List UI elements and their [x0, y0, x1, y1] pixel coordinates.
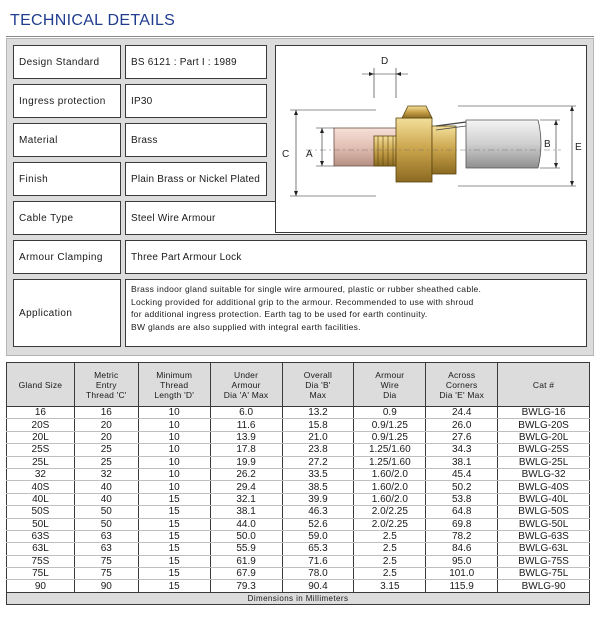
- table-cell: 10: [138, 419, 210, 431]
- dimensions-table: [6, 362, 590, 605]
- table-cell: 63L: [7, 543, 75, 555]
- gland-drawing: [275, 45, 587, 233]
- table-cell: 10: [138, 481, 210, 493]
- table-cell: 64.8: [426, 506, 498, 518]
- table-cell: 17.8: [210, 444, 282, 456]
- header-cat-number: [498, 363, 590, 407]
- table-cell: BWLG-75S: [498, 555, 590, 567]
- detail-label: Armour Clamping: [13, 240, 121, 274]
- table-cell: 32.1: [210, 493, 282, 505]
- header-line: Dia 'A' Max: [223, 389, 269, 400]
- table-cell: 61.9: [210, 555, 282, 567]
- table-body: [7, 407, 590, 593]
- header-line: Thread: [160, 379, 189, 390]
- table-cell: 75S: [7, 555, 75, 567]
- detail-value: Brass: [125, 123, 267, 157]
- table-cell: 6.0: [210, 407, 282, 419]
- header-line: Armour: [231, 379, 261, 390]
- header-metric-entry-thread: [74, 363, 138, 407]
- table-cell: BWLG-20S: [498, 419, 590, 431]
- table-cell: 27.6: [426, 431, 498, 443]
- table-cell: 15: [138, 530, 210, 542]
- table-cell: 55.9: [210, 543, 282, 555]
- table-cell: 10: [138, 431, 210, 443]
- detail-value: BS 6121 : Part I : 1989: [125, 45, 267, 79]
- header-line: Entry: [95, 379, 117, 390]
- table-cell: 50S: [7, 506, 75, 518]
- table-cell: BWLG-50S: [498, 506, 590, 518]
- table-cell: 46.3: [282, 506, 354, 518]
- header-line: Wire: [380, 379, 399, 390]
- table-cell: 25L: [7, 456, 75, 468]
- table-cell: 32: [74, 468, 138, 480]
- table-cell: 44.0: [210, 518, 282, 530]
- table-row: [7, 493, 590, 505]
- table-cell: 52.6: [282, 518, 354, 530]
- header-overall-dia: [282, 363, 354, 407]
- table-cell: 75L: [7, 568, 75, 580]
- table-cell: 53.8: [426, 493, 498, 505]
- table-cell: 10: [138, 468, 210, 480]
- table-cell: 2.5: [354, 543, 426, 555]
- header-line: Dia: [383, 389, 397, 400]
- title-divider: [6, 36, 594, 37]
- table-row: [7, 431, 590, 443]
- table-cell: BWLG-40L: [498, 493, 590, 505]
- table-cell: 0.9/1.25: [354, 419, 426, 431]
- application-line: for additional ingress protection. Earth tag to be used for earth continuity.: [131, 309, 428, 319]
- detail-label: Finish: [13, 162, 121, 196]
- table-cell: 10: [138, 444, 210, 456]
- table-cell: 26.2: [210, 468, 282, 480]
- table-cell: 15.8: [282, 419, 354, 431]
- table-cell: 15: [138, 568, 210, 580]
- table-cell: 65.3: [282, 543, 354, 555]
- detail-label: Material: [13, 123, 121, 157]
- table-cell: 20S: [7, 419, 75, 431]
- table-cell: 13.9: [210, 431, 282, 443]
- header-line: Armour: [375, 369, 405, 380]
- table-cell: 20: [74, 431, 138, 443]
- table-cell: 63: [74, 543, 138, 555]
- table-cell: 84.6: [426, 543, 498, 555]
- cable-gland-illustration: [276, 46, 586, 232]
- header-line: Dia 'E' Max: [439, 389, 485, 400]
- table-cell: 50: [74, 506, 138, 518]
- header-line: Dia 'B': [305, 379, 331, 390]
- table-cell: 25S: [7, 444, 75, 456]
- table-cell: 23.8: [282, 444, 354, 456]
- table-cell: 38.5: [282, 481, 354, 493]
- table-cell: 16: [74, 407, 138, 419]
- gland-hex-shape: [402, 106, 432, 118]
- table-cell: 0.9: [354, 407, 426, 419]
- table-cell: BWLG-50L: [498, 518, 590, 530]
- table-cell: BWLG-40S: [498, 481, 590, 493]
- table-row: [7, 481, 590, 493]
- table-cell: 63S: [7, 530, 75, 542]
- table-cell: 79.3: [210, 580, 282, 592]
- header-gland-size: [7, 363, 75, 407]
- table-row: [7, 407, 590, 419]
- table-cell: 15: [138, 543, 210, 555]
- table-cell: 40: [74, 493, 138, 505]
- header-line: Under: [233, 369, 259, 380]
- application-text: [125, 279, 587, 347]
- table-cell: 1.25/1.60: [354, 456, 426, 468]
- table-cell: 15: [138, 506, 210, 518]
- header-line: Gland Size: [18, 379, 63, 390]
- header-line: Metric: [94, 369, 119, 380]
- table-cell: 40: [74, 481, 138, 493]
- dimension-label-d: D: [381, 56, 389, 67]
- header-line: Cat #: [532, 379, 555, 390]
- detail-value: Plain Brass or Nickel Plated: [125, 162, 267, 196]
- table-cell: BWLG-25S: [498, 444, 590, 456]
- table-cell: 40S: [7, 481, 75, 493]
- table-cell: 38.1: [210, 506, 282, 518]
- table-cell: 32: [7, 468, 75, 480]
- table-cell: BWLG-90: [498, 580, 590, 592]
- table-cell: 50L: [7, 518, 75, 530]
- table-row: [7, 543, 590, 555]
- table-row: [7, 419, 590, 431]
- table-cell: 13.2: [282, 407, 354, 419]
- header-line: Minimum: [156, 369, 193, 380]
- header-across-corners-dia: [426, 363, 498, 407]
- table-cell: 39.9: [282, 493, 354, 505]
- dimension-label-e: E: [575, 142, 582, 153]
- table-cell: 78.2: [426, 530, 498, 542]
- table-cell: 2.5: [354, 530, 426, 542]
- table-cell: 90: [7, 580, 75, 592]
- table-cell: 101.0: [426, 568, 498, 580]
- table-cell: 25: [74, 444, 138, 456]
- table-cell: 38.1: [426, 456, 498, 468]
- table-cell: 15: [138, 493, 210, 505]
- page-title: TECHNICAL DETAILS: [10, 12, 176, 29]
- dimension-label-c: C: [282, 149, 290, 160]
- detail-label: Cable Type: [13, 201, 121, 235]
- table-row: [7, 518, 590, 530]
- table-cell: 90: [74, 580, 138, 592]
- header-armour-wire-dia: [354, 363, 426, 407]
- table-cell: 10: [138, 407, 210, 419]
- table-cell: 1.60/2.0: [354, 481, 426, 493]
- table-cell: 75: [74, 555, 138, 567]
- detail-label: Application: [13, 279, 121, 347]
- table-cell: BWLG-63L: [498, 543, 590, 555]
- table-footer-note: Dimensions in Millimeters: [7, 592, 590, 604]
- table-cell: BWLG-32: [498, 468, 590, 480]
- table-cell: 1.60/2.0: [354, 493, 426, 505]
- table-cell: 10: [138, 456, 210, 468]
- detail-value: Steel Wire Armour: [125, 201, 587, 235]
- table-cell: 15: [138, 580, 210, 592]
- table-cell: 67.9: [210, 568, 282, 580]
- table-cell: 90.4: [282, 580, 354, 592]
- header-under-armour-dia: [210, 363, 282, 407]
- table-cell: 1.60/2.0: [354, 468, 426, 480]
- table-cell: 2.5: [354, 555, 426, 567]
- table-cell: 115.9: [426, 580, 498, 592]
- detail-value: IP30: [125, 84, 267, 118]
- table-cell: 63: [74, 530, 138, 542]
- dimension-label-a: A: [306, 149, 313, 160]
- table-cell: 15: [138, 555, 210, 567]
- table-cell: BWLG-25L: [498, 456, 590, 468]
- table-cell: 34.3: [426, 444, 498, 456]
- table-cell: BWLG-16: [498, 407, 590, 419]
- table-footer-row: [7, 592, 590, 604]
- header-line: Corners: [445, 379, 478, 390]
- table-row: [7, 468, 590, 480]
- table-cell: 75: [74, 568, 138, 580]
- table-cell: 71.6: [282, 555, 354, 567]
- table-cell: 19.9: [210, 456, 282, 468]
- header-min-thread-length: [138, 363, 210, 407]
- header-line: Thread 'C': [85, 389, 127, 400]
- table-row: [7, 568, 590, 580]
- table-cell: 78.0: [282, 568, 354, 580]
- detail-value: Three Part Armour Lock: [125, 240, 587, 274]
- table-cell: 2.0/2.25: [354, 506, 426, 518]
- table-cell: 26.0: [426, 419, 498, 431]
- table-cell: 16: [7, 407, 75, 419]
- table-header-row: [7, 363, 590, 407]
- table-cell: 2.0/2.25: [354, 518, 426, 530]
- table-cell: 27.2: [282, 456, 354, 468]
- application-line: BW glands are also supplied with integral earth facilities.: [131, 321, 361, 332]
- table-cell: 11.6: [210, 419, 282, 431]
- header-line: Max: [309, 389, 327, 400]
- application-line: Brass indoor gland suitable for single wire armoured, plastic or rubber sheathed cable.: [131, 284, 482, 294]
- table-cell: BWLG-75L: [498, 568, 590, 580]
- table-cell: 0.9/1.25: [354, 431, 426, 443]
- table-cell: 2.5: [354, 568, 426, 580]
- table-cell: 50: [74, 518, 138, 530]
- table-cell: 21.0: [282, 431, 354, 443]
- technical-details-panel: [6, 38, 594, 356]
- table-cell: BWLG-20L: [498, 431, 590, 443]
- table-cell: 45.4: [426, 468, 498, 480]
- table-cell: 40L: [7, 493, 75, 505]
- header-line: Length 'D': [154, 389, 195, 400]
- table-cell: 50.2: [426, 481, 498, 493]
- table-cell: 25: [74, 456, 138, 468]
- table-cell: 59.0: [282, 530, 354, 542]
- table-cell: 20L: [7, 431, 75, 443]
- table-row: [7, 444, 590, 456]
- table-cell: 15: [138, 518, 210, 530]
- table-cell: 3.15: [354, 580, 426, 592]
- table-cell: 24.4: [426, 407, 498, 419]
- table-row: [7, 555, 590, 567]
- table-cell: 50.0: [210, 530, 282, 542]
- table-cell: 69.8: [426, 518, 498, 530]
- table-cell: 95.0: [426, 555, 498, 567]
- table-cell: 1.25/1.60: [354, 444, 426, 456]
- dimension-label-b: B: [544, 139, 551, 150]
- outer-cable-shape: [466, 120, 541, 168]
- header-line: Overall: [303, 369, 333, 380]
- table-cell: 29.4: [210, 481, 282, 493]
- detail-label: Ingress protection: [13, 84, 121, 118]
- application-line: Locking provided for additional grip to the armour. Recommended to use with shroud: [131, 296, 474, 307]
- header-line: Across: [448, 369, 476, 380]
- table-cell: BWLG-63S: [498, 530, 590, 542]
- detail-label: Design Standard: [13, 45, 121, 79]
- table-cell: 33.5: [282, 468, 354, 480]
- table-row: [7, 580, 590, 592]
- table-row: [7, 506, 590, 518]
- table-row: [7, 456, 590, 468]
- table-row: [7, 530, 590, 542]
- table-cell: 20: [74, 419, 138, 431]
